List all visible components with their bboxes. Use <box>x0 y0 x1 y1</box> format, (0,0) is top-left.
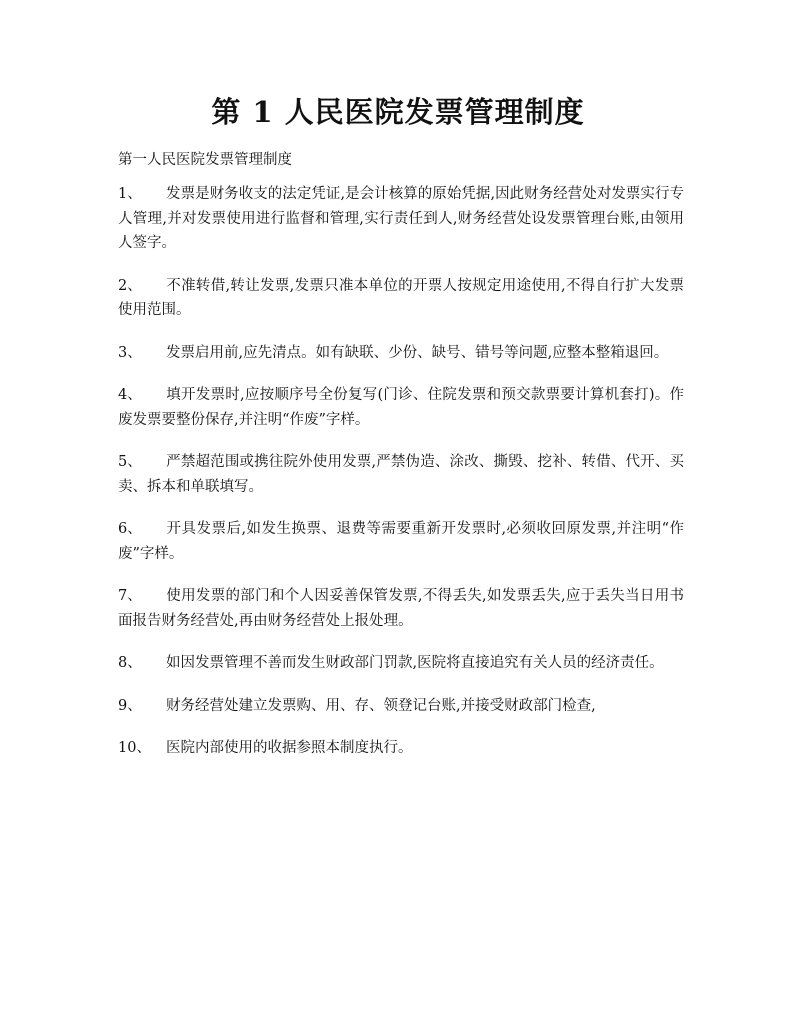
clause-number: 1、 <box>118 186 142 202</box>
clause-number: 2、 <box>118 277 142 294</box>
clause-item <box>118 694 684 719</box>
clause-text: 如因发票管理不善而发生财政部门罚款,医院将直接追究有关人员的经济责任。 <box>166 655 664 671</box>
clause-item <box>118 274 684 323</box>
clause-item <box>118 341 684 366</box>
clause-text: 严禁超范围或携往院外使用发票,严禁伪造、涂改、撕毁、挖补、转借、代开、买卖、拆本和单联填写。 <box>118 454 684 495</box>
clause-item <box>118 651 684 676</box>
page-title: 第 1 人民医院发票管理制度 <box>211 95 585 129</box>
clause-number: 7、 <box>118 588 142 604</box>
clause-item <box>118 517 684 566</box>
clause-list <box>118 182 684 779</box>
clause-text: 财务经营处建立发票购、用、存、领登记台账,并接受财政部门检查, <box>166 697 596 714</box>
clause-text: 发票是财务收支的法定凭证,是会计核算的原始凭据,因此财务经营处对发票实行专人管理,并对发票使用进行监督和管理,实行责任到人,财务经营处设发票管理台账,由领用人签字。 <box>118 186 684 251</box>
clause-number: 5、 <box>118 454 142 470</box>
clause-item <box>118 450 684 499</box>
clause-text: 开具发票后,如发生换票、退费等需要重新开发票时,必须收回原发票,并注明“作废”字样。 <box>118 521 684 562</box>
clause-number: 10、 <box>118 740 151 756</box>
clause-item <box>118 182 684 256</box>
clause-text: 使用发票的部门和个人因妥善保管发票,不得丢失,如发票丢失,应于丢失当日用书面报告财务经营处,再由财务经营处上报处理。 <box>118 588 684 629</box>
clause-text: 发票启用前,应先清点。如有缺联、少份、缺号、错号等问题,应整本整箱退回。 <box>166 344 669 361</box>
document-subtitle: 第一人民医院发票管理制度 <box>118 152 292 168</box>
clause-text: 医院内部使用的收据参照本制度执行。 <box>166 740 413 756</box>
clause-text: 不准转借,转让发票,发票只准本单位的开票人按规定用途使用,不得自行扩大发票使用范围。 <box>118 277 684 318</box>
clause-number: 8、 <box>118 655 142 671</box>
clause-number: 3、 <box>118 344 142 361</box>
clause-text: 填开发票时,应按顺序号全份复写(门诊、住院发票和预交款票要计算机套打)。作废发票要整份保存,并注明“作废”字样。 <box>118 387 684 428</box>
clause-number: 6、 <box>118 521 142 537</box>
clause-item <box>118 584 684 633</box>
clause-number: 4、 <box>118 387 142 403</box>
clause-number: 9、 <box>118 697 142 714</box>
clause-item <box>118 383 684 432</box>
clause-item <box>118 736 684 761</box>
